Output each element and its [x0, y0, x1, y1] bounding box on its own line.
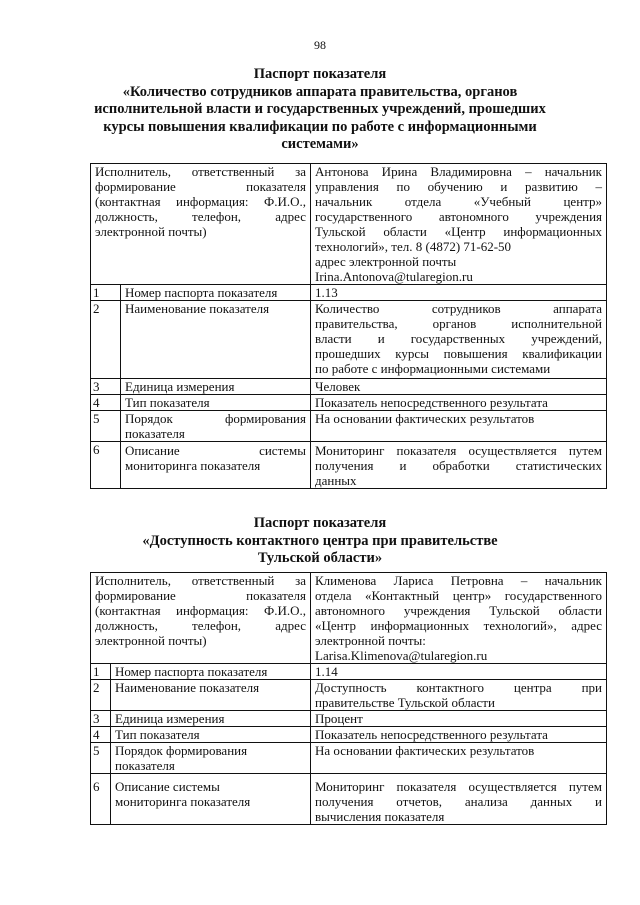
table-row — [91, 680, 607, 711]
row-label: Номер паспорта показателя — [111, 664, 311, 680]
passport-2-heading — [80, 515, 560, 568]
row-label: Тип показателя — [111, 727, 311, 743]
row-value: 1.13 — [311, 285, 607, 301]
row-value: На основании фактических результатов — [311, 411, 607, 442]
table-row — [91, 743, 607, 774]
row-label: Порядок формирования показателя — [121, 411, 311, 442]
executor-row — [91, 164, 607, 285]
row-value: Мониторинг показателя осуществляется путем получения отчетов, анализа данных и вычисления показателя — [311, 774, 607, 825]
table-row — [91, 774, 607, 825]
heading-line: исполнительной власти и государственных учреждений, прошедших — [94, 101, 546, 117]
row-number: 6 — [91, 774, 111, 825]
row-label: Описание системы мониторинга показателя — [111, 774, 311, 825]
table-row — [91, 395, 607, 411]
row-value: Доступность контактного центра при правительстве Тульской области — [311, 680, 607, 711]
heading-line: Паспорт показателя — [253, 515, 387, 531]
row-number: 2 — [91, 301, 121, 379]
row-number: 5 — [91, 411, 121, 442]
table-row — [91, 711, 607, 727]
heading-line: Паспорт показателя — [253, 66, 387, 82]
row-value: На основании фактических результатов — [311, 743, 607, 774]
heading-line: «Доступность контактного центра при правительстве — [142, 532, 498, 549]
executor-value: Антонова Ирина Владимировна – начальник управления по обучению и развитию – начальник отдела «Учебный центр» государственного автономного учреждения Тульской области «Центр информационных технологий», тел. 8 (4872) 71-62-50 адрес электронной почты Irina.Antonova@tularegion.ru — [311, 164, 607, 285]
table-row — [91, 379, 607, 395]
row-value: Процент — [311, 711, 607, 727]
passport-2-table — [90, 572, 607, 825]
row-number: 6 — [91, 442, 121, 489]
row-label: Номер паспорта показателя — [121, 285, 311, 301]
heading-line: «Количество сотрудников аппарата правительства, органов — [122, 83, 518, 100]
row-label: Описание системы мониторинга показателя — [121, 442, 311, 489]
executor-row — [91, 573, 607, 664]
row-value: Показатель непосредственного результата — [311, 395, 607, 411]
executor-label: Исполнитель, ответственный за формирование показателя (контактная информация: Ф.И.О., должность, телефон, адрес электронной почты) — [91, 164, 311, 285]
row-number: 5 — [91, 743, 111, 774]
row-label: Порядок формирования показателя — [111, 743, 311, 774]
row-number: 1 — [91, 285, 121, 301]
row-label: Единица измерения — [111, 711, 311, 727]
row-value: Человек — [311, 379, 607, 395]
table-row — [91, 285, 607, 301]
row-value: Мониторинг показателя осуществляется путем получения и обработки статистических данных — [311, 442, 607, 489]
row-label: Единица измерения — [121, 379, 311, 395]
row-number: 1 — [91, 664, 111, 680]
heading-line: Тульской области» — [257, 550, 383, 566]
row-label: Тип показателя — [121, 395, 311, 411]
page-number: 98 — [314, 38, 326, 52]
passport-1-table — [90, 163, 607, 489]
row-value: Показатель непосредственного результата — [311, 727, 607, 743]
passport-1-heading — [80, 66, 560, 154]
executor-label: Исполнитель, ответственный за формирование показателя (контактная информация: Ф.И.О., должность, телефон, адрес электронной почты) — [91, 573, 311, 664]
row-number: 4 — [91, 727, 111, 743]
table-row — [91, 664, 607, 680]
heading-line: системами» — [281, 136, 359, 152]
row-label: Наименование показателя — [121, 301, 311, 379]
row-number: 3 — [91, 379, 121, 395]
row-number: 2 — [91, 680, 111, 711]
executor-value: Клименова Лариса Петровна – начальник отдела «Контактный центр» государственного автономного учреждения Тульской области «Центр информационных технологий», адрес электронной почты: Larisa.Klimenova@tularegion.ru — [311, 573, 607, 664]
table-row — [91, 442, 607, 489]
table-row — [91, 727, 607, 743]
row-label: Наименование показателя — [111, 680, 311, 711]
row-value: Количество сотрудников аппарата правительства, органов исполнительной власти и государственных учреждений, прошедших курсы повышения квалификации по работе с информационными системами — [311, 301, 607, 379]
table-row — [91, 411, 607, 442]
table-row — [91, 301, 607, 379]
row-value: 1.14 — [311, 664, 607, 680]
row-number: 4 — [91, 395, 121, 411]
heading-line: курсы повышения квалификации по работе с информационными — [103, 118, 537, 135]
row-number: 3 — [91, 711, 111, 727]
